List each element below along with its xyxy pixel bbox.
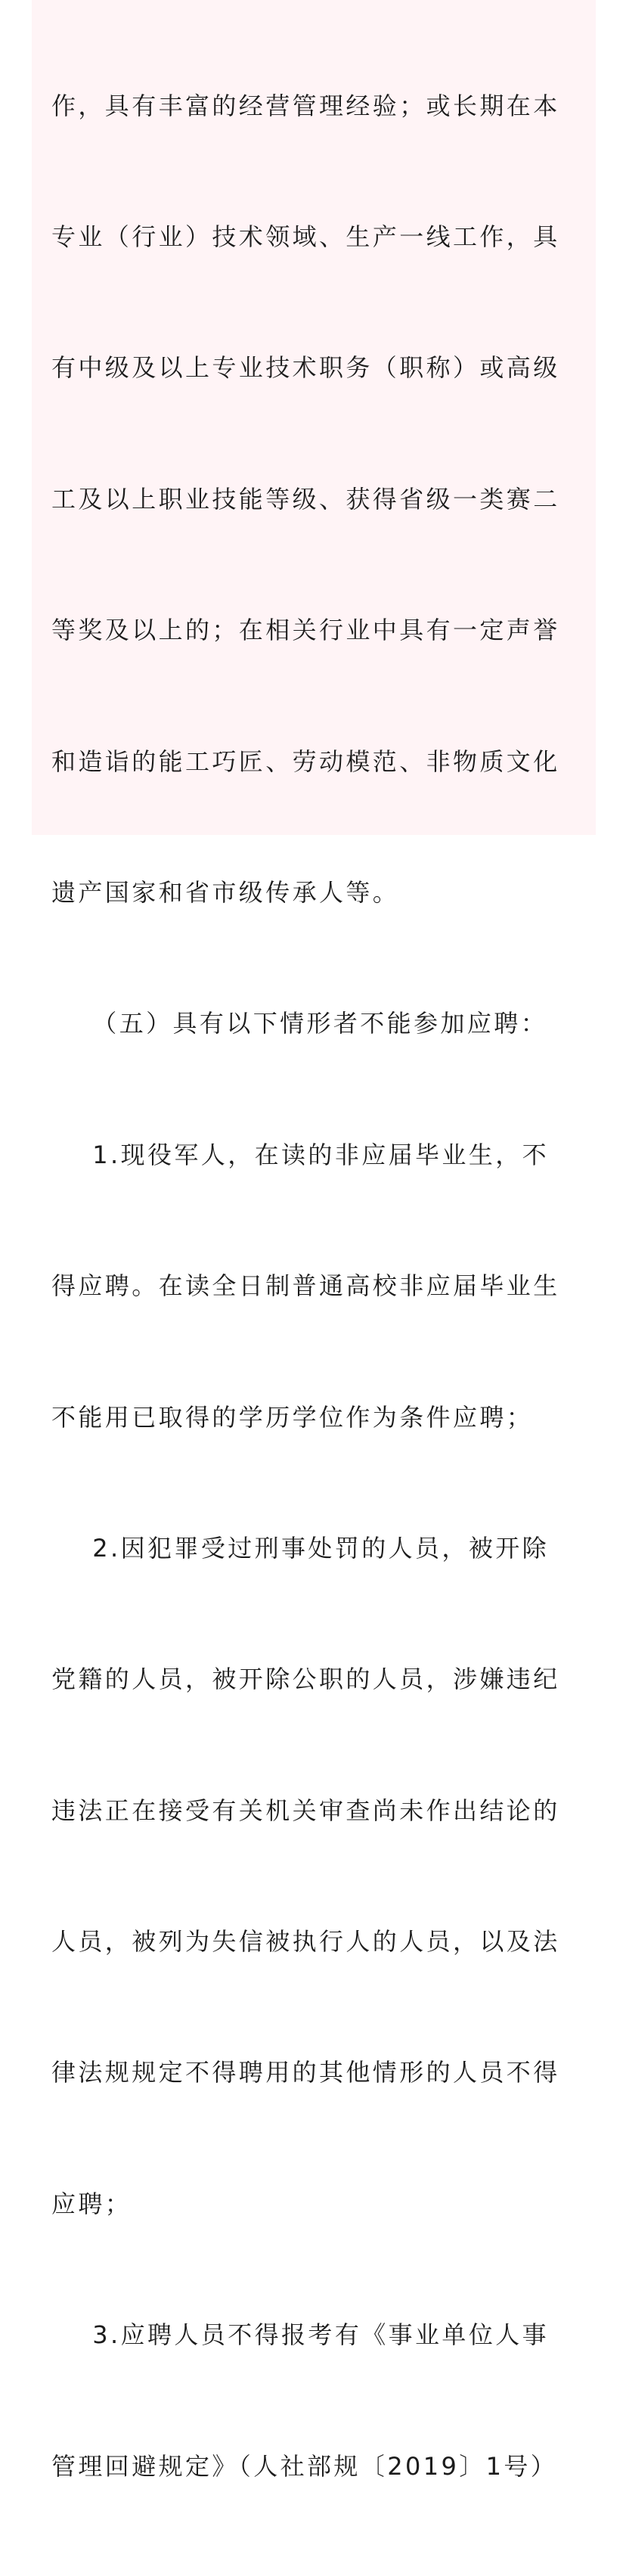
text-line: 管理回避规定》（人社部规〔2019〕1号） — [51, 2451, 558, 2481]
text-line: 得应聘。在读全日制普通高校非应届毕业生 — [51, 1271, 560, 1301]
text-line: 党籍的人员，被开除公职的人员，涉嫌违纪 — [51, 1665, 560, 1694]
text-line: 遗产国家和省市级传承人等。 — [51, 877, 400, 907]
list-item-3: 3.应聘人员不得报考有《事业单位人事 — [51, 2320, 550, 2350]
text-line: 和造诣的能工巧匠、劳动模范、非物质文化 — [51, 746, 560, 776]
list-item-1: 1.现役军人，在读的非应届毕业生，不 — [51, 1140, 550, 1169]
text-line: 不能用已取得的学历学位作为条件应聘； — [51, 1402, 534, 1432]
text-line: 律法规规定不得聘用的其他情形的人员不得 — [51, 2058, 560, 2087]
text-line: 违法正在接受有关机关审查尚未作出结论的 — [51, 1795, 560, 1825]
text-line: 应聘； — [51, 2189, 132, 2218]
text-line: 有中级及以上专业技术职务（职称）或高级 — [51, 353, 560, 383]
section-heading-5: （五）具有以下情形者不能参加应聘： — [51, 1009, 548, 1038]
text-line: 工及以上职业技能等级、获得省级一类赛二 — [51, 484, 560, 514]
text-line: 专业（行业）技术领域、生产一线工作，具 — [51, 222, 560, 251]
text-line: 作，具有丰富的经营管理经验；或长期在本 — [51, 91, 560, 120]
text-line: 等奖及以上的；在相关行业中具有一定声誉 — [51, 616, 560, 645]
list-item-2: 2.因犯罪受过刑事处罚的人员，被开除 — [51, 1533, 550, 1563]
document-page — [32, 0, 596, 2481]
text-line: 人员，被列为失信被执行人的人员，以及法 — [51, 1927, 560, 1957]
document-body — [51, 0, 581, 2576]
